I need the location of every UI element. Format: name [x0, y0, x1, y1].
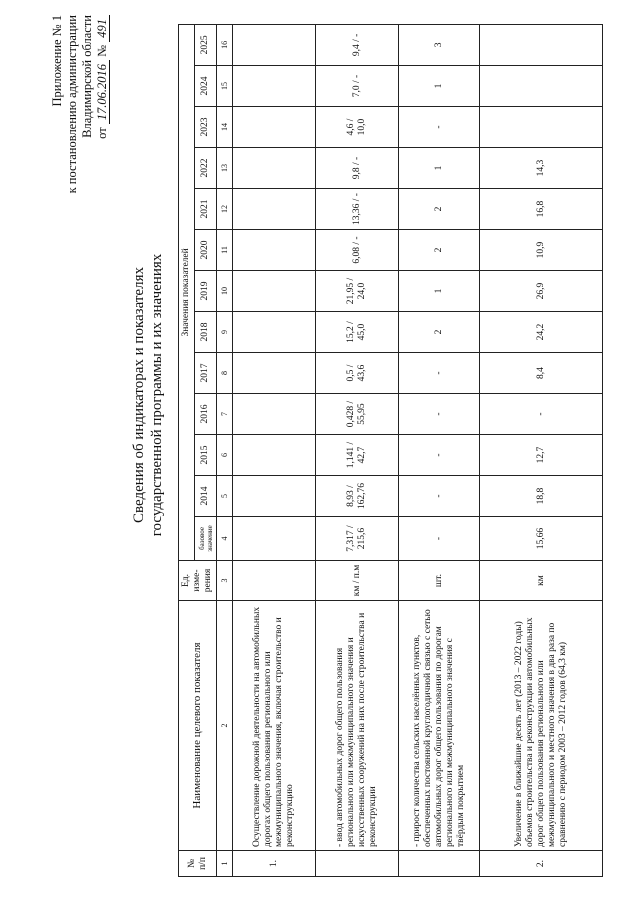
title-line2: государственной программы и их значениях: [149, 253, 165, 537]
row-value: 15,2 / 45,0: [316, 312, 399, 353]
row-value: 1: [399, 148, 480, 189]
row-num: 1.: [233, 851, 316, 877]
appendix-line3: Владимирской области: [80, 15, 94, 138]
row-value: [480, 66, 603, 107]
row-value: 4,6 / 10,0: [316, 107, 399, 148]
row-value: 3: [399, 24, 480, 65]
column-number: 8: [217, 353, 233, 394]
row-value: [233, 476, 316, 517]
table-row: [399, 24, 480, 876]
row-value: [233, 230, 316, 271]
row-value: 21,95 / 24,0: [316, 271, 399, 312]
row-value: [233, 24, 316, 65]
row-value: [233, 353, 316, 394]
column-number: 5: [217, 476, 233, 517]
row-value: 13,36 / -: [316, 189, 399, 230]
header-name: Наименование целевого показателя: [179, 601, 217, 851]
row-value: [233, 66, 316, 107]
row-value: 9,4 / -: [316, 24, 399, 65]
header-year: 2019: [195, 271, 217, 312]
header-unit: Ед. изме-рения: [179, 561, 217, 601]
title-line1: Сведения об индикаторах и показателях: [131, 267, 147, 523]
row-value: -: [399, 353, 480, 394]
column-number: 7: [217, 394, 233, 435]
header-year: 2024: [195, 66, 217, 107]
row-value: 2: [399, 189, 480, 230]
header-num: № п/п: [179, 851, 217, 877]
row-value: 16,8: [480, 189, 603, 230]
row-value: 14,3: [480, 148, 603, 189]
row-value: 1: [399, 271, 480, 312]
column-number: 3: [217, 561, 233, 601]
row-value: 26,9: [480, 271, 603, 312]
row-base: 7,317 / 215,6: [316, 517, 399, 561]
header-values: Значения показателей: [179, 24, 195, 560]
row-name: Увеличение в ближайшие десять лет (2013 – 2022 годы) объемов строительства и реконструкции автомобильных дорог общего пользования регионального или межмуниципального и местного значения в два раза по сравнению с периодом 2003 – 2012 годов (64,3 км): [480, 601, 603, 851]
row-value: 18,8: [480, 476, 603, 517]
column-number: 9: [217, 312, 233, 353]
row-value: 1,141 / 42,7: [316, 435, 399, 476]
header-year: 2022: [195, 148, 217, 189]
row-value: [480, 107, 603, 148]
header-year: 2021: [195, 189, 217, 230]
column-number: 6: [217, 435, 233, 476]
row-value: 12,7: [480, 435, 603, 476]
header-year: 2014: [195, 476, 217, 517]
row-num: 2.: [480, 851, 603, 877]
column-number: 11: [217, 230, 233, 271]
column-number: 1: [217, 851, 233, 877]
row-value: -: [399, 435, 480, 476]
indicators-table-wrap: [178, 25, 603, 877]
column-number: 2: [217, 601, 233, 851]
table-row: [480, 24, 603, 876]
row-value: [233, 435, 316, 476]
row-name: - ввод автомобильных дорог общего пользования регионального или межмуниципального значения и искусственных сооружений на них после строительства и реконструкции: [316, 601, 399, 851]
indicators-table: [178, 24, 603, 877]
row-value: [233, 189, 316, 230]
date-prefix: от: [95, 127, 109, 139]
row-num: [316, 851, 399, 877]
row-value: 8,93 / 162,76: [316, 476, 399, 517]
decree-date: 17.06.2016: [95, 60, 110, 124]
row-name: Осуществление дорожной деятельности на автомобильных дорогах общего пользования регионального или межмуниципального значения, включая строительство и реконструкцию: [233, 601, 316, 851]
row-value: -: [399, 394, 480, 435]
row-value: 9,8 / -: [316, 148, 399, 189]
row-value: 10,9: [480, 230, 603, 271]
header-year: 2018: [195, 312, 217, 353]
row-value: [480, 24, 603, 65]
row-unit: км / п.м: [316, 561, 399, 601]
row-value: [233, 148, 316, 189]
row-base: [233, 517, 316, 561]
column-number: 4: [217, 517, 233, 561]
appendix-line2: к постановлению администрации: [65, 15, 79, 194]
row-value: -: [399, 476, 480, 517]
header-year: 2023: [195, 107, 217, 148]
row-value: [233, 312, 316, 353]
row-unit: шт.: [399, 561, 480, 601]
table-row: [233, 24, 316, 876]
number-prefix: №: [95, 44, 109, 57]
header-year: 2017: [195, 353, 217, 394]
appendix-header: [50, 15, 110, 225]
row-value: 8,4: [480, 353, 603, 394]
column-number: 16: [217, 24, 233, 65]
header-year: 2016: [195, 394, 217, 435]
row-value: -: [399, 107, 480, 148]
row-value: [233, 271, 316, 312]
column-number: 10: [217, 271, 233, 312]
row-unit: км: [480, 561, 603, 601]
column-number: 13: [217, 148, 233, 189]
appendix-line1: Приложение № 1: [50, 15, 64, 107]
row-base: -: [399, 517, 480, 561]
header-year: 2025: [195, 24, 217, 65]
row-value: 0,428 / 55,95: [316, 394, 399, 435]
column-number: 15: [217, 66, 233, 107]
row-value: 1: [399, 66, 480, 107]
row-value: [233, 107, 316, 148]
column-number-row: [217, 24, 233, 876]
table-row: [316, 24, 399, 876]
row-name: - прирост количества сельских населённых пунктов, обеспеченных постоянной круглогодичной связью с сетью автомобильных дорог общего пользования по дорогам регионального или межмуниципального значения с твёрдым покрытием: [399, 601, 480, 851]
row-value: 6,08 / -: [316, 230, 399, 271]
row-value: [233, 394, 316, 435]
header-year: 2015: [195, 435, 217, 476]
row-base: 15,66: [480, 517, 603, 561]
appendix-dateline: [95, 15, 110, 225]
header-row-1: [179, 24, 195, 876]
header-year: 2020: [195, 230, 217, 271]
header-base: базовое значение: [195, 517, 217, 561]
column-number: 12: [217, 189, 233, 230]
column-number: 14: [217, 107, 233, 148]
row-value: 0,5 / 43,6: [316, 353, 399, 394]
row-value: 2: [399, 312, 480, 353]
row-value: 2: [399, 230, 480, 271]
document-title: [130, 135, 166, 655]
row-value: 7,0 / -: [316, 66, 399, 107]
row-unit: [233, 561, 316, 601]
decree-number: 491: [95, 15, 110, 42]
row-num: [399, 851, 480, 877]
row-value: -: [480, 394, 603, 435]
row-value: 24,2: [480, 312, 603, 353]
